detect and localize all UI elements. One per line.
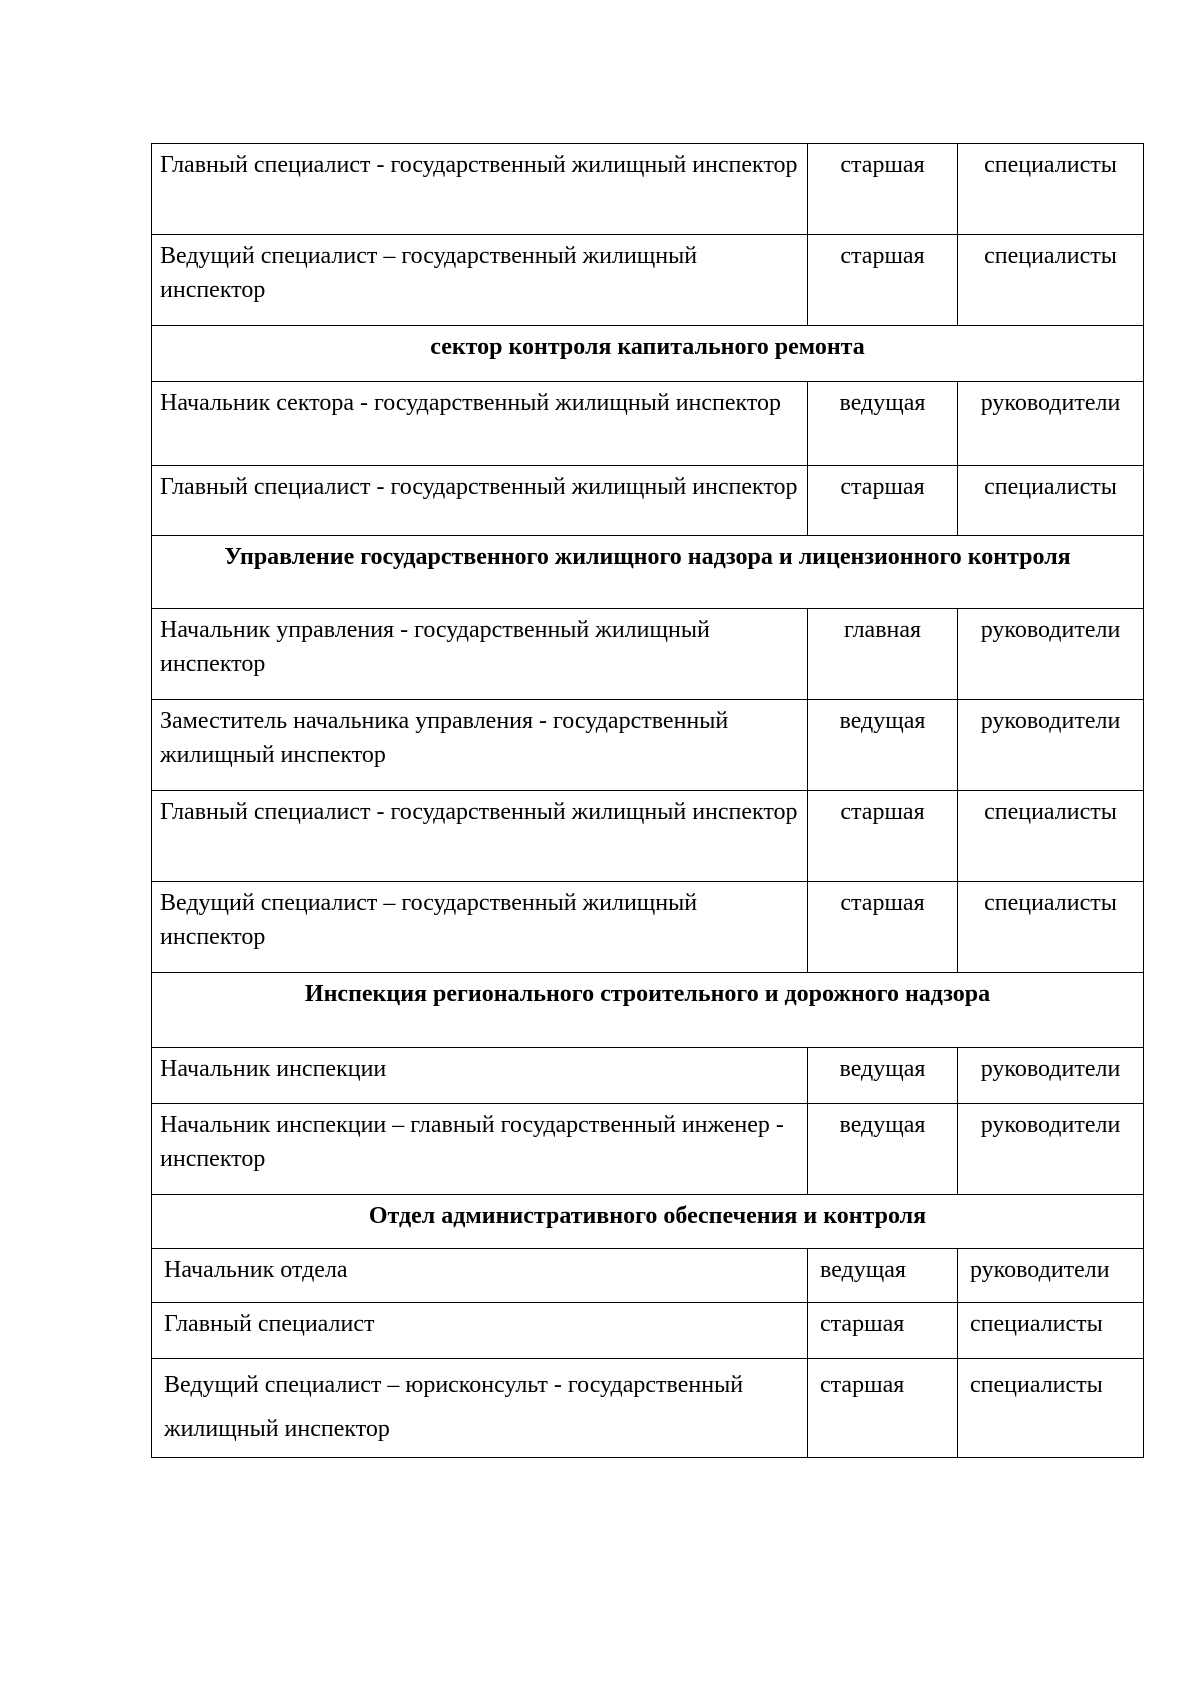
- table-row: [152, 1249, 1144, 1303]
- position-group: ведущая: [808, 1104, 958, 1195]
- position-name: Заместитель начальника управления - государственный жилищный инспектор: [152, 700, 808, 791]
- table-row: [152, 382, 1144, 466]
- position-category: руководители: [958, 1249, 1144, 1303]
- table-row: [152, 1303, 1144, 1359]
- position-group: старшая: [808, 791, 958, 882]
- position-name: Главный специалист - государственный жилищный инспектор: [152, 466, 808, 536]
- table-row: [152, 791, 1144, 882]
- position-group: ведущая: [808, 700, 958, 791]
- position-name: Ведущий специалист – юрисконсульт - государственный жилищный инспектор: [152, 1359, 808, 1458]
- position-group: старшая: [808, 144, 958, 235]
- section-heading: Отдел административного обеспечения и контроля: [152, 1195, 1144, 1249]
- position-name: Начальник инспекции – главный государственный инженер - инспектор: [152, 1104, 808, 1195]
- position-name: Начальник отдела: [152, 1249, 808, 1303]
- position-category: руководители: [958, 1048, 1144, 1104]
- position-name: Начальник управления - государственный жилищный инспектор: [152, 609, 808, 700]
- position-group: старшая: [808, 1359, 958, 1458]
- position-group: старшая: [808, 1303, 958, 1359]
- position-name: Начальник инспекции: [152, 1048, 808, 1104]
- position-name: Ведущий специалист – государственный жилищный инспектор: [152, 882, 808, 973]
- position-group: ведущая: [808, 382, 958, 466]
- position-group: старшая: [808, 235, 958, 326]
- table-row: [152, 1104, 1144, 1195]
- position-group: старшая: [808, 466, 958, 536]
- position-group: старшая: [808, 882, 958, 973]
- table-row: [152, 700, 1144, 791]
- position-name: Начальник сектора - государственный жилищный инспектор: [152, 382, 808, 466]
- position-category: руководители: [958, 1104, 1144, 1195]
- positions-table: [151, 143, 1144, 1458]
- position-category: специалисты: [958, 235, 1144, 326]
- table-row: [152, 1048, 1144, 1104]
- position-name: Ведущий специалист – государственный жилищный инспектор: [152, 235, 808, 326]
- section-row: [152, 1195, 1144, 1249]
- position-category: руководители: [958, 609, 1144, 700]
- position-category: специалисты: [958, 1359, 1144, 1458]
- position-group: главная: [808, 609, 958, 700]
- position-category: специалисты: [958, 466, 1144, 536]
- table-row: [152, 1359, 1144, 1458]
- position-name: Главный специалист: [152, 1303, 808, 1359]
- position-name: Главный специалист - государственный жилищный инспектор: [152, 791, 808, 882]
- table-row: [152, 235, 1144, 326]
- position-group: ведущая: [808, 1048, 958, 1104]
- position-category: руководители: [958, 700, 1144, 791]
- table-row: [152, 466, 1144, 536]
- position-category: специалисты: [958, 882, 1144, 973]
- section-heading: Инспекция регионального строительного и дорожного надзора: [152, 973, 1144, 1048]
- table-row: [152, 882, 1144, 973]
- section-row: [152, 326, 1144, 382]
- position-group: ведущая: [808, 1249, 958, 1303]
- section-heading: сектор контроля капитального ремонта: [152, 326, 1144, 382]
- section-heading: Управление государственного жилищного надзора и лицензионного контроля: [152, 536, 1144, 609]
- section-row: [152, 973, 1144, 1048]
- section-row: [152, 536, 1144, 609]
- table-row: [152, 144, 1144, 235]
- position-category: специалисты: [958, 144, 1144, 235]
- position-category: руководители: [958, 382, 1144, 466]
- position-category: специалисты: [958, 791, 1144, 882]
- position-name: Главный специалист - государственный жилищный инспектор: [152, 144, 808, 235]
- table-row: [152, 609, 1144, 700]
- position-category: специалисты: [958, 1303, 1144, 1359]
